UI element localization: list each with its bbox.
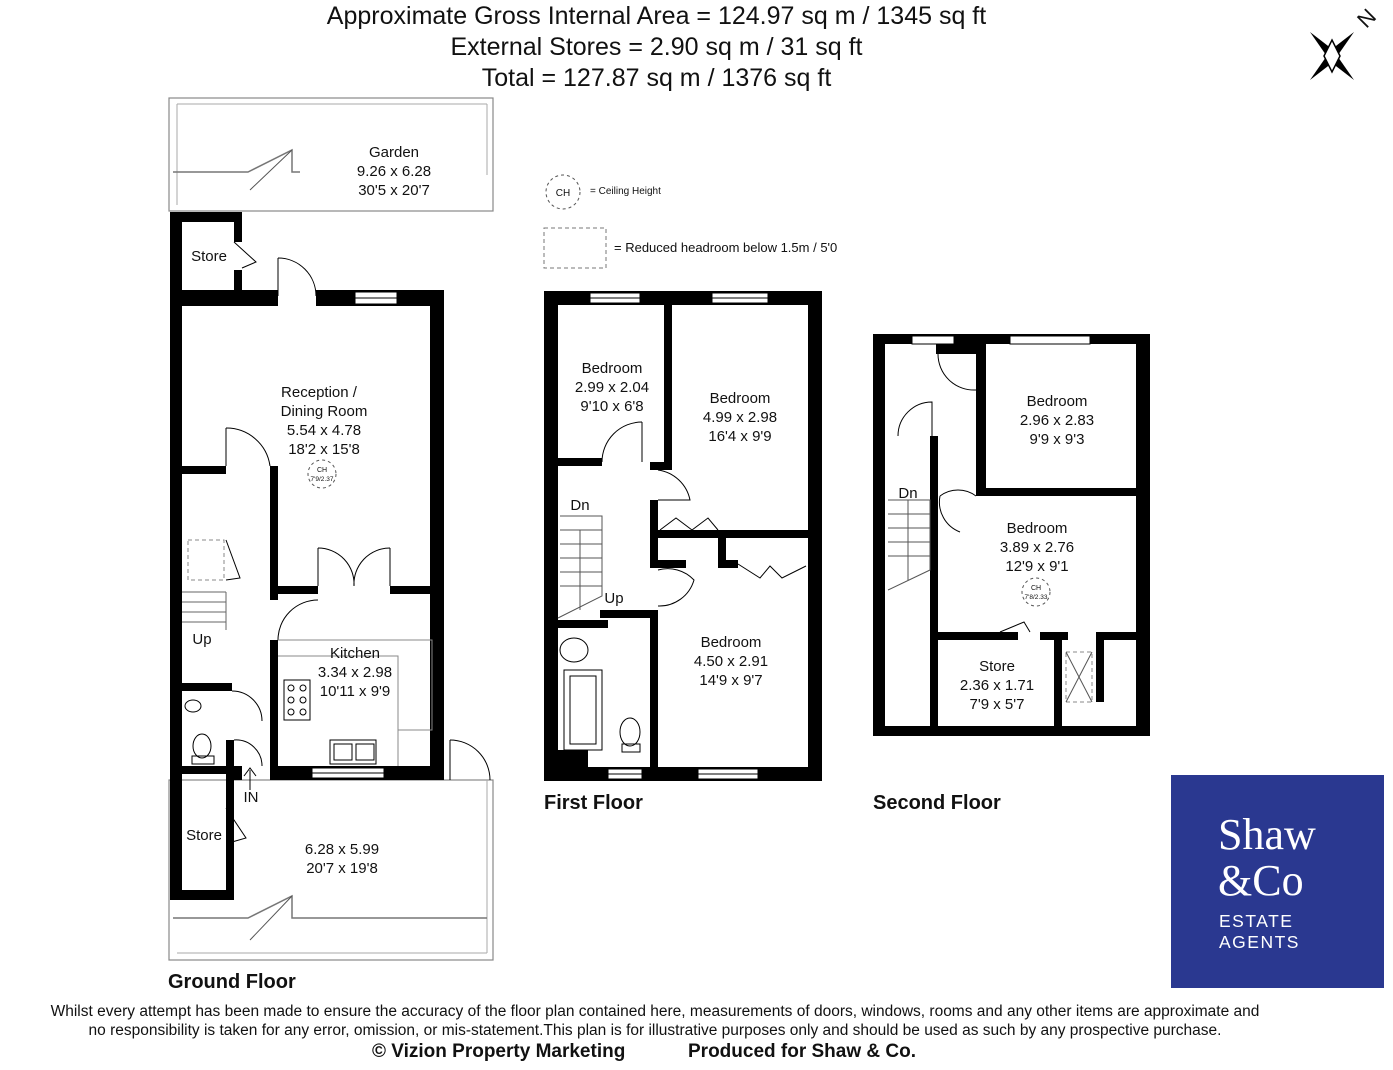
bedroom-ceiling-height-icon <box>1022 578 1050 606</box>
second-store-label: Store <box>979 658 1015 675</box>
second-bedroom-1-metric: 2.96 x 2.83 <box>1019 412 1095 429</box>
kitchen-label: Kitchen <box>329 645 381 662</box>
reception-ceiling-height-icon <box>308 460 336 488</box>
produced-for-credit: Produced for Shaw & Co. <box>688 1041 917 1062</box>
second-ch-symbol: CH <box>1030 585 1042 592</box>
garden-outline <box>169 98 493 211</box>
first-up-label: Up <box>604 590 624 607</box>
legend-ch-symbol: CH <box>555 188 571 199</box>
front-garden-imperial: 20'7 x 19'8 <box>306 860 378 877</box>
first-bedroom-small-label: Bedroom <box>581 360 643 377</box>
store-top-label: Store <box>191 248 227 265</box>
external-stores-heading: External Stores = 2.90 sq m / 31 sq ft <box>450 33 863 61</box>
garden-label: Garden <box>368 144 420 161</box>
first-bedroom-back-label: Bedroom <box>700 634 762 651</box>
first-bedroom-large-imperial: 16'4 x 9'9 <box>708 428 772 445</box>
shaw-and-co-logo <box>1171 775 1384 988</box>
ground-up-label: Up <box>192 631 212 648</box>
second-floor-title: Second Floor <box>873 792 1001 814</box>
garden-imperial: 30'5 x 20'7 <box>358 182 430 199</box>
second-store-imperial: 7'9 x 5'7 <box>969 696 1025 713</box>
second-bedroom-1-label: Bedroom <box>1026 393 1088 410</box>
first-bedroom-small-metric: 2.99 x 2.04 <box>574 379 650 396</box>
first-floor-title: First Floor <box>544 792 643 814</box>
second-bedroom-2-label: Bedroom <box>1006 520 1068 537</box>
logo-line-2: &Co <box>1218 856 1304 905</box>
copyright-credit: © Vizion Property Marketing <box>372 1041 626 1062</box>
legend-reduced-headroom: = Reduced headroom below 1.5m / 5'0 <box>614 240 838 255</box>
total-area-heading: Total = 127.87 sq m / 1376 sq ft <box>481 64 832 92</box>
second-floor-plan <box>873 334 1150 814</box>
first-bedroom-small-imperial: 9'10 x 6'8 <box>580 398 644 415</box>
second-ch-value: 7'8/2.33 <box>1024 594 1048 601</box>
first-bedroom-large-metric: 4.99 x 2.98 <box>702 409 778 426</box>
first-bedroom-large-label: Bedroom <box>709 390 771 407</box>
entrance-label: IN <box>243 789 259 806</box>
first-floor-plan <box>544 291 822 814</box>
north-label: N <box>1352 3 1382 33</box>
reception-ch-value: 7'9/2.37 <box>310 476 334 483</box>
logo-line-1: Shaw <box>1218 810 1316 859</box>
dining-room-label: Dining Room <box>280 403 368 420</box>
second-bedroom-1-imperial: 9'9 x 9'3 <box>1029 431 1085 448</box>
first-bedroom-back-metric: 4.50 x 2.91 <box>693 653 769 670</box>
kitchen-imperial: 10'11 x 9'9 <box>319 683 391 700</box>
kitchen-metric: 3.34 x 2.98 <box>317 664 393 681</box>
reception-imperial: 18'2 x 15'8 <box>288 441 360 458</box>
second-store-metric: 2.36 x 1.71 <box>959 677 1035 694</box>
store-bottom-label: Store <box>186 827 222 844</box>
legend <box>544 175 837 268</box>
reception-ch-symbol: CH <box>316 467 328 474</box>
logo-line-3: ESTATE <box>1219 911 1294 931</box>
second-bedroom-2-imperial: 12'9 x 9'1 <box>1005 558 1069 575</box>
reception-label: Reception / <box>281 384 357 401</box>
gross-area-heading: Approximate Gross Internal Area = 124.97 sq m / 1345 sq ft <box>326 2 987 30</box>
reception-metric: 5.54 x 4.78 <box>286 422 362 439</box>
legend-ceiling-height: = Ceiling Height <box>590 186 661 197</box>
garden-metric: 9.26 x 6.28 <box>356 163 432 180</box>
second-dn-label: Dn <box>898 485 918 502</box>
disclaimer-line-2: no responsibility is taken for any error, omission, or mis-statement.This plan is for illustrative purposes only and should be used as such by any prospective purchase. <box>88 1022 1222 1039</box>
front-garden-metric: 6.28 x 5.99 <box>304 841 380 858</box>
first-bedroom-back-imperial: 14'9 x 9'7 <box>699 672 763 689</box>
logo-line-4: AGENTS <box>1219 932 1300 952</box>
disclaimer-line-1: Whilst every attempt has been made to ensure the accuracy of the floor plan contained here, measurements of doors, windows, rooms and any other items are approximate and <box>50 1003 1260 1020</box>
compass-rose-icon <box>1310 4 1381 80</box>
reduced-headroom-icon <box>544 228 606 268</box>
ground-floor-plan <box>168 98 493 993</box>
first-dn-label: Dn <box>570 497 590 514</box>
ground-floor-title: Ground Floor <box>168 971 296 993</box>
second-bedroom-2-metric: 3.89 x 2.76 <box>999 539 1075 556</box>
